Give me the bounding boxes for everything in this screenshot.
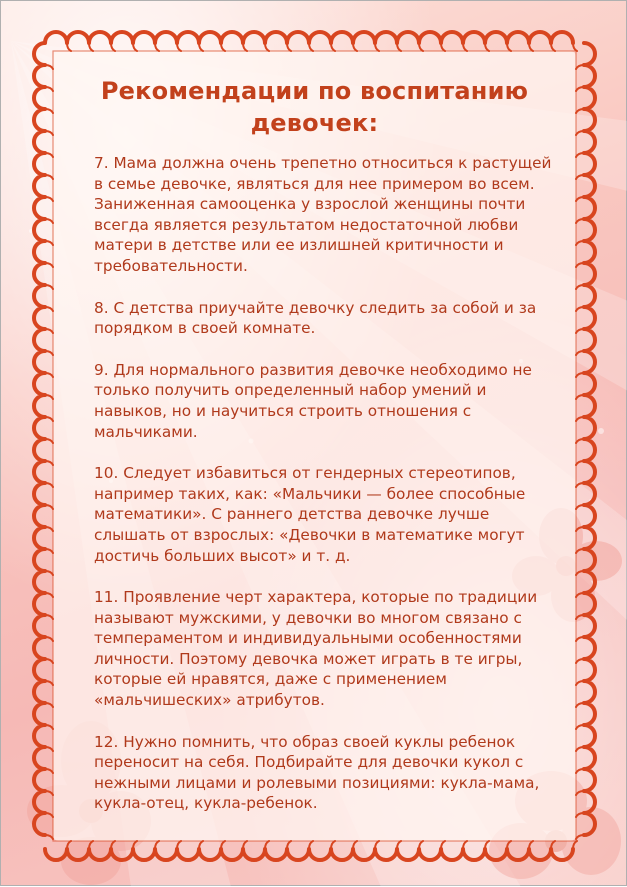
recommendation-12: 12. Нужно помнить, что образ своей куклы ребенок переносит на себя. Подбирайте для девочки кукол с нежными лицами и ролевыми позициями: кукла-мама, кукла-отец, кукла-ребенок.	[94, 732, 540, 813]
recommendations-list	[94, 153, 562, 835]
recommendation-9: 9. Для нормального развития девочке необходимо не только получить определенный набор умений и навыков, но и научиться строить отношения с мальчиками.	[94, 360, 532, 441]
recommendation-8: 8. С детства приучайте девочку следить за собой и за порядком в своей комнате.	[94, 298, 537, 338]
page-title: Рекомендации по воспитанию девочек:	[100, 77, 529, 137]
recommendation-7: 7. Мама должна очень трепетно относиться к растущей в семье девочке, являться для нее примером во всем. Заниженная самооценка у взрослой женщины почти всегда является результатом недостаточной любви матери в детстве или ее излишней критичности и требовательности.	[94, 154, 552, 275]
recommendation-11: 11. Проявление черт характера, которые по традиции называют мужскими, у девочки во многом связано с темпераментом и индивидуальными особенностями личности. Поэтому девочка может играть в те игры, которые ей нравятся, даже с применением «мальчишеских» атрибутов.	[94, 588, 538, 710]
recommendation-10: 10. Следует избавиться от гендерных стереотипов, например таких, как: «Мальчики — более способные математики». С раннего детства девочке лучше слышать от взрослых: «Девочки в математике могут достичь больших высот» и т. д.	[94, 464, 526, 565]
